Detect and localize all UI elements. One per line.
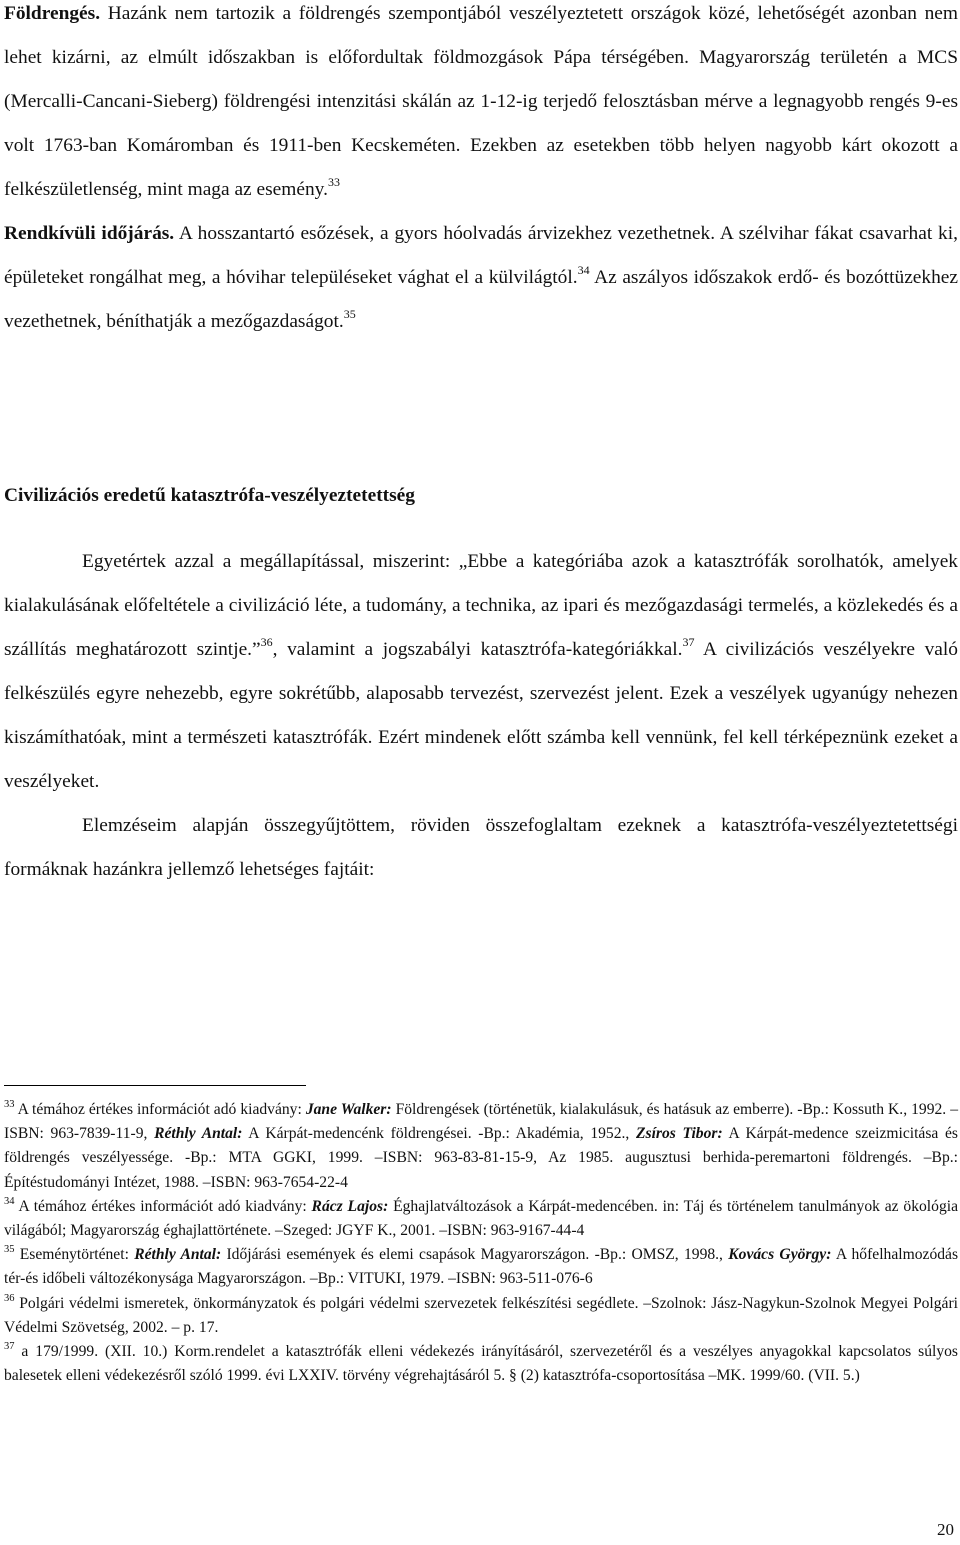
footnote-author: Réthly Antal:: [134, 1246, 222, 1264]
footnote-ref-35[interactable]: 35: [343, 307, 356, 321]
footnote-author: Kovács György:: [728, 1246, 832, 1264]
section-heading: Civilizációs eredetű katasztrófa-veszélyeztetettség: [4, 485, 415, 506]
footnote-36: [4, 1292, 958, 1340]
paragraph-civilization: [4, 540, 958, 804]
footnote-text: Eseménytörténet:: [14, 1246, 135, 1264]
civilization-text-1: Egyetértek azzal a megállapítással, miszerint: „Ebbe a kategóriába azok a katasztrófák sorolhatók, amelyek kialakulásának előfeltétele a civilizáció léte, a tudomány, a technika, az ipari és mezőgazdasági termelés, a közlekedés és a szállítás meghatározott szintje.”: [4, 551, 958, 660]
page-number: 20: [937, 1520, 954, 1539]
civilization-text-2: , valamint a jogszabályi katasztrófa-kategóriákkal.: [272, 639, 683, 660]
footnote-text: A Kárpát-medence szeizmicitása és földrengés veszélyessége. -Bp.: MTA GGKI, 1999. –ISBN: 963-83-81-15-9, Az 1985. augusztusi berhida-peremartoni földrengés. –Bp.: Építéstudományi Intézet, 1988. –ISBN: 963-7654-22-4: [4, 1125, 958, 1191]
footnote-text: A témához értékes információt adó kiadvány:: [14, 1101, 306, 1118]
footnote-text: A hőfelhalmozódás tér-és időbeli változékonysága Magyarországon. –Bp.: VITUKI, 1979. –ISBN: 963-511-076-6: [4, 1246, 959, 1288]
footnote-ref-33[interactable]: 33: [327, 175, 340, 189]
earthquake-lead: Földrengés.: [4, 3, 101, 24]
footnote-text: Éghajlatváltozások a Kárpát-medencében. in: Táj és történelem tanulmányok az ökológia világából; Magyarország éghajlattörténete. –Szeged: JGYF K., 2001. –ISBN: 963-9167-44-4: [4, 1197, 958, 1240]
footnote-author: Zsíros Tibor:: [635, 1125, 723, 1143]
weather-text-1: A hosszantartó esőzések, a gyors hóolvadás árvizekhez vezethetnek. A szélvihar fákat csavarhat ki, épületeket rongálhat meg, a hóvihar településeket vághat el a külvilágtól.: [4, 223, 958, 288]
paragraph-earthquake: [4, 0, 958, 212]
weather-lead: Rendkívüli időjárás.: [4, 223, 175, 244]
footnote-ref-36[interactable]: 36: [260, 635, 273, 649]
footnote-text: A Kárpát-medencénk földrengései. -Bp.: Akadémia, 1952.,: [242, 1125, 636, 1143]
footnote-33: [4, 1098, 958, 1195]
footnote-number: 33: [4, 1099, 15, 1110]
paragraph-analysis: Elemzéseim alapján összegyűjtöttem, röviden összefoglaltam ezeknek a katasztrófa-veszélyeztetettségi formáknak hazánkra jellemző lehetséges fajtáit:: [4, 815, 958, 880]
main-text-bottom: [4, 540, 958, 892]
earthquake-text: Hazánk nem tartozik a földrengés szempontjából veszélyeztetett országok közé, lehetőségét azonban nem lehet kizárni, az elmúlt időszakban is előfordultak földmozgások Pápa térségében. Magyarország területén a MCS (Mercalli-Cancani-Sieberg) földrengési intenzitási skálán az 1-12-ig terjedő felosztásban mérve a legnagyobb rengés 9-es volt 1763-ban Komáromban és 1911-ben Kecskeméten. Ezekben az esetekben több helyen nagyobb kárt okozott a felkészületlenség, mint maga az esemény.: [4, 3, 958, 200]
footnote-text: Polgári védelmi ismeretek, önkormányzatok és polgári védelmi szervezetek felkészítési segédlete. –Szolnok: Jász-Nagykun-Szolnok Megyei Polgári Védelmi Szövetség, 2002. – p. 17.: [4, 1294, 958, 1336]
footnote-35: [4, 1243, 958, 1291]
footnotes: [4, 1098, 958, 1388]
footnote-author: Jane Walker:: [305, 1101, 392, 1118]
footnote-text: Időjárási események és elemi csapások Magyarországon. -Bp.: OMSZ, 1998.,: [221, 1246, 729, 1264]
footnote-separator: [4, 1085, 306, 1086]
footnote-text: Földrengések (történetük, kialakulásuk, és hatásuk az emberre). -Bp.: Kossuth K., 1992. –ISBN: 963-7839-11-9,: [4, 1101, 959, 1143]
footnote-text: A témához értékes információt adó kiadvány:: [14, 1197, 312, 1215]
main-text-top: [4, 0, 958, 344]
footnote-34: [4, 1195, 958, 1243]
footnote-number: 37: [4, 1341, 15, 1353]
footnote-author: Réthly Antal:: [154, 1125, 243, 1143]
footnote-number: 35: [4, 1244, 15, 1256]
footnote-number: 36: [4, 1292, 15, 1304]
footnote-author: Rácz Lajos:: [311, 1197, 389, 1215]
footnote-37: [4, 1340, 958, 1388]
paragraph-weather: [4, 212, 958, 344]
weather-text-2: Az aszályos időszakok erdő- és bozóttüzekhez vezethetnek, béníthatják a mezőgazdaságot.: [4, 267, 959, 332]
footnote-ref-34[interactable]: 34: [577, 263, 590, 277]
footnote-number: 34: [4, 1195, 15, 1207]
footnote-ref-37[interactable]: 37: [682, 635, 695, 649]
footnote-text: a 179/1999. (XII. 10.) Korm.rendelet a katasztrófák elleni védekezés irányításáról, szervezetéről és a veszélyes anyagokkal kapcsolatos súlyos balesetek elleni védekezésről szóló 1999. évi LXXIV. törvény végrehajtásáról 5. § (2) katasztrófa-csoportosítása –MK. 1999/60. (VII. 5.): [4, 1343, 958, 1385]
civilization-text-3: A civilizációs veszélyekre való felkészülés egyre nehezebb, egyre sokrétűbb, alaposabb tervezést, szervezést jelent. Ezek a veszélyek ugyanúgy nehezen kiszámíthatóak, mint a természeti katasztrófák. Ezért mindenek előtt számba kell vennünk, fel kell térképeznünk ezeket a veszélyeket.: [4, 639, 958, 792]
